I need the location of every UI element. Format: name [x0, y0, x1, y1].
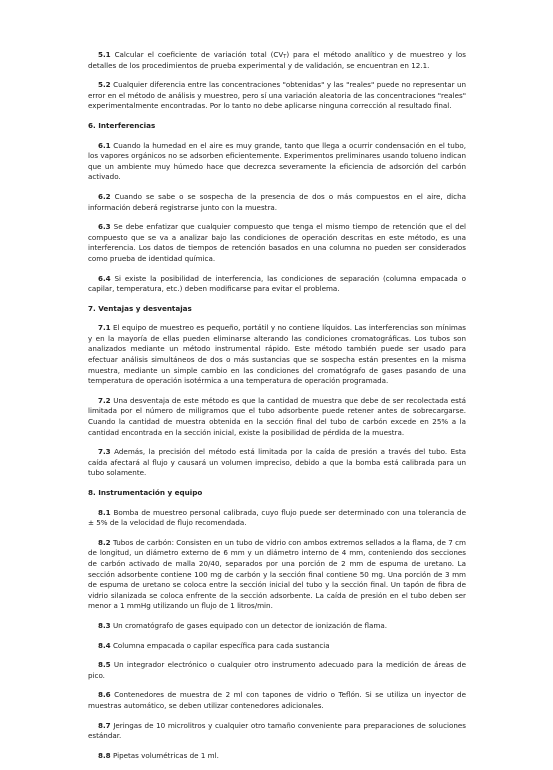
paragraph-6-4	[88, 274, 466, 295]
paragraph-number: 8.7	[98, 720, 111, 730]
paragraph-text: Calcular el coeficiente de variación total (CV	[114, 50, 284, 59]
paragraph-number: 6.2	[98, 191, 111, 201]
paragraph-number: 8.1	[98, 507, 111, 517]
paragraph-text-cont: ) para el método analítico y de muestreo y los detalles de los procedimientos de prueba experimental y de validación, se encuentran en 12.1.	[88, 50, 466, 70]
paragraph-5-2	[88, 80, 466, 112]
paragraph-8-2	[88, 538, 466, 612]
paragraph-text: Un cromatógrafo de gases equipado con un detector de ionización de flama.	[112, 620, 388, 630]
paragraph-text: Pipetas volumétricas de 1 ml.	[112, 750, 219, 760]
paragraph-8-5	[88, 660, 466, 681]
subscript: T	[283, 54, 287, 60]
paragraph-5-1	[88, 50, 466, 71]
paragraph-number: 7.2	[98, 395, 111, 405]
paragraph-text: Se debe enfatizar que cualquier compuesto que tenga el mismo tiempo de retención que el del compuesto que se va a analizar bajo las condiciones de operación descritas en este método, es una interferencia. Los datos de tiempos de retención basados en una columna no pueden ser considerados como prueba de identidad química.	[88, 222, 466, 263]
paragraph-text: El equipo de muestreo es pequeño, portátil y no contiene líquidos. Las interferencias son mínimas y en la mayoría de ellas pueden eliminarse alterando las condiciones cromatográficas. Los tubos son analizados mediante un método instrumental rápido. Este método también puede ser usado para efectuar análisis simultáneos de dos o más sustancias que se sospecha están presentes en la misma muestra, mediante un simple cambio en las condiciones del cromatógrafo de gases pasando de una temperatura de operación isotérmica a una temperatura de operación programada.	[88, 323, 466, 386]
document-page	[88, 50, 466, 770]
paragraph-8-6	[88, 690, 466, 711]
paragraph-6-2	[88, 192, 466, 213]
paragraph-7-3	[88, 447, 466, 479]
paragraph-number: 6.3	[98, 222, 111, 232]
paragraph-number: 6.1	[98, 140, 111, 150]
paragraph-8-4	[88, 641, 466, 652]
paragraph-8-1	[88, 508, 466, 529]
paragraph-number: 7.3	[98, 447, 111, 457]
paragraph-8-3	[88, 621, 466, 632]
section-heading-8: 8. Instrumentación y equipo	[88, 488, 203, 497]
paragraph-text: Bomba de muestreo personal calibrada, cuyo flujo puede ser determinado con una tolerancia de ± 5% de la velocidad de flujo recomendada.	[88, 507, 466, 528]
section-heading-7: 7. Ventajas y desventajas	[88, 303, 192, 313]
paragraph-text: Jeringas de 10 microlitros y cualquier otro tamaño conveniente para preparaciones de soluciones estándar.	[88, 720, 466, 741]
paragraph-number: 6.4	[98, 273, 111, 283]
paragraph-text: Una desventaja de este método es que la cantidad de muestra que debe de ser recolectada está limitada por el número de miligramos que el tubo adsorbente puede retener antes de sobrecargarse. Cuando la cantidad de muestra obtenida en la sección final del tubo de carbón excede en 25% a la cantidad encontrada en la sección inicial, existe la posibilidad de pérdida de la muestra.	[88, 395, 466, 437]
paragraph-6-1	[88, 141, 466, 183]
paragraph-number: 8.6	[98, 690, 111, 700]
paragraph-text: Columna empacada o capilar específica para cada sustancia	[112, 640, 330, 650]
paragraph-text: Tubos de carbón: Consisten en un tubo de vidrio con ambos extremos sellados a la flama, de 7 cm de longitud, un diámetro externo de 6 mm y un diámetro interno de 4 mm, conteniendo dos secciones de carbón activado de malla 20/40, separados por una porción de 2 mm de espuma de uretano. La sección adsorbente contiene 100 mg de carbón y la sección final contiene 50 mg. Una porción de 3 mm de espuma de uretano se coloca entre la sección inicial del tubo y la sección final. Un tapón de fibra de vidrio silanizada se coloca enfrente de la sección adsorbente. La caída de presión en el tubo deben ser menor a 1 mmHg utilizando un flujo de 1 litros/min.	[88, 537, 466, 611]
paragraph-7-2	[88, 396, 466, 438]
section-heading-6: 6. Interferencias	[88, 120, 156, 130]
paragraph-text: Si existe la posibilidad de interferencia, las condiciones de separación (columna empacada o capilar, temperatura, etc.) deben modificarse para evitar el problema.	[88, 273, 466, 294]
paragraph-number: 5.1	[98, 50, 111, 59]
paragraph-number: 8.4	[98, 640, 111, 650]
paragraph-text: Además, la precisión del método está limitada por la caída de presión a través del tubo. Esta caída afectará al flujo y causará un volumen impreciso, debido a que la bomba está calibrada para un tubo solamente.	[88, 447, 466, 478]
paragraph-number: 8.2	[98, 537, 111, 547]
paragraph-text: Cuando la humedad en el aire es muy grande, tanto que llega a ocurrir condensación en el tubo, los vapores orgánicos no se adsorben eficientemente. Experimentos preliminares usando tolueno indican que un ambiente muy húmedo hace que decrezca severamente la eficiencia de adsorción del carbón activado.	[88, 140, 466, 182]
paragraph-number: 8.3	[98, 620, 111, 630]
paragraph-number: 8.8	[98, 750, 111, 760]
paragraph-text: Cuando se sabe o se sospecha de la presencia de dos o más compuestos en el aire, dicha información deberá registrarse junto con la muestra.	[88, 191, 466, 212]
paragraph-text: Un integrador electrónico o cualquier otro instrumento adecuado para la medición de áreas de pico.	[88, 660, 466, 680]
paragraph-6-3	[88, 222, 466, 264]
paragraph-number: 7.1	[98, 323, 111, 333]
paragraph-text: Contenedores de muestra de 2 ml con tapones de vidrio o Teflón. Si se utiliza un inyector de muestras automático, se deben utilizar contenedores adicionales.	[88, 690, 466, 710]
paragraph-number: 5.2	[98, 80, 111, 90]
paragraph-8-8	[88, 751, 466, 762]
paragraph-text: Cualquier diferencia entre las concentraciones "obtenidas" y las "reales" puede no representar un error en el método de análisis y muestreo, pero sí una variación aleatoria de las concentraciones "reales" experimentalmente encontradas. Por lo tanto no debe aplicarse ninguna corrección al resultado final.	[88, 80, 466, 111]
paragraph-number: 8.5	[98, 660, 111, 670]
paragraph-8-7	[88, 721, 466, 742]
paragraph-7-1	[88, 323, 466, 387]
